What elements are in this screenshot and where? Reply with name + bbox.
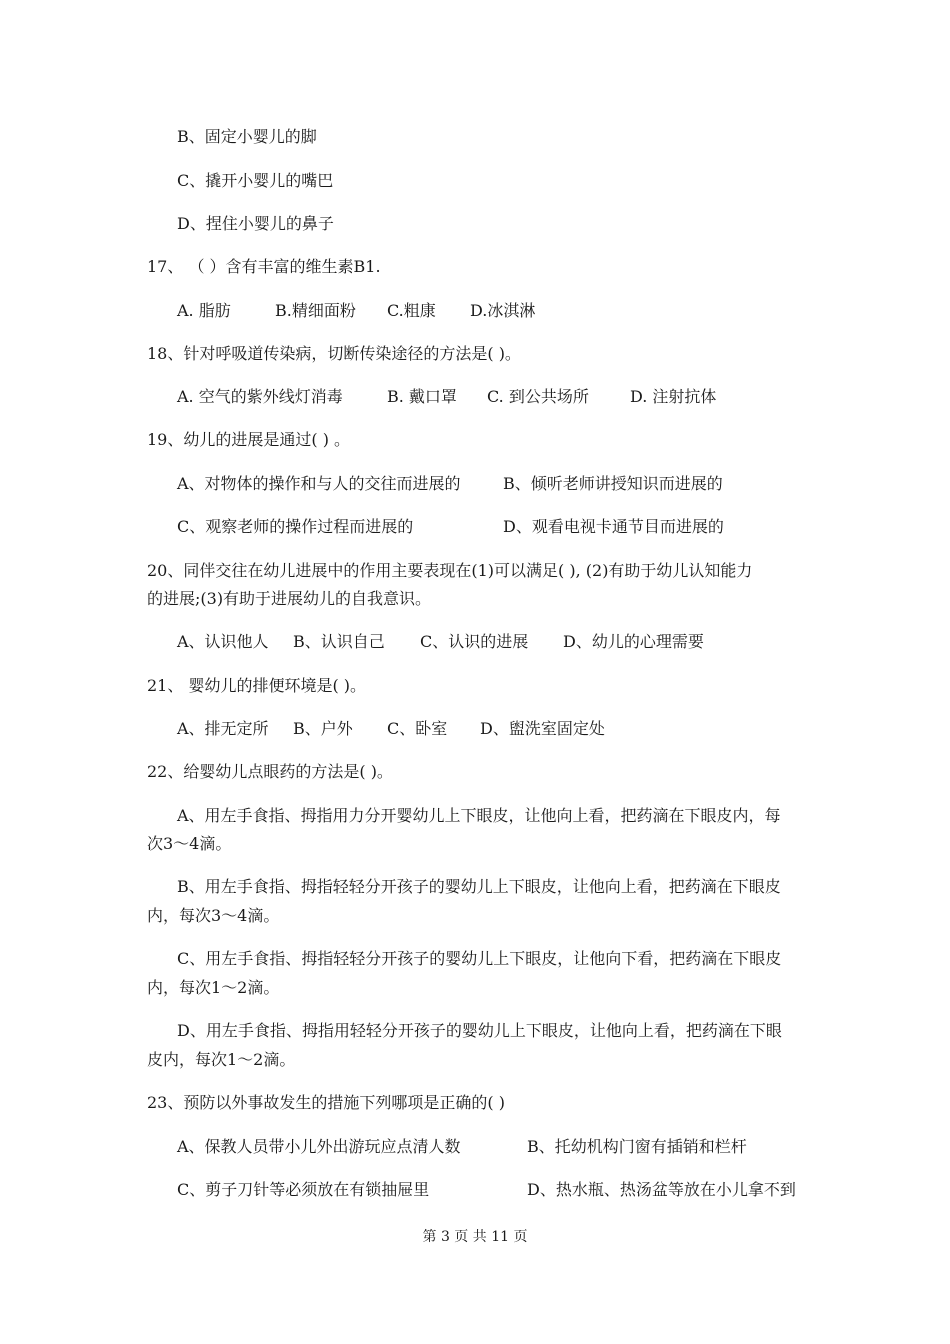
page-footer: 第 3 页 共 11 页 — [422, 1229, 528, 1245]
q19-option-b: B、倾听老师讲授知识而进展的 — [503, 474, 723, 493]
q18-option-a: A. 空气的紫外线灯消毒 — [177, 387, 343, 406]
q19-option-c: C、观察老师的操作过程而进展的 — [177, 517, 414, 536]
q21-option-d: D、盥洗室固定处 — [480, 719, 605, 738]
q22-option-a-line2: 次3～4滴。 — [147, 834, 232, 853]
q21-option-c: C、卧室 — [387, 719, 448, 738]
q16-option-b: B、固定小婴儿的脚 — [177, 127, 317, 146]
q16-option-d: D、捏住小婴儿的鼻子 — [177, 214, 334, 233]
q22-option-d-line1: D、用左手食指、拇指用轻轻分开孩子的婴幼儿上下眼皮，让他向上看，把药滴在下眼 — [177, 1021, 782, 1040]
q19-stem: 19、幼儿的进展是通过( ) 。 — [147, 430, 351, 449]
q20-option-b: B、认识自己 — [293, 632, 385, 651]
q17-option-c: C.粗康 — [387, 301, 436, 320]
q23-stem: 23、预防以外事故发生的措施下列哪项是正确的( ) — [147, 1093, 505, 1112]
q22-option-b-line1: B、用左手食指、拇指轻轻分开孩子的婴幼儿上下眼皮，让他向上看，把药滴在下眼皮 — [177, 877, 781, 896]
q17-stem: 17、 （ ）含有丰富的维生素B1. — [147, 257, 381, 276]
q22-option-d-line2: 皮内，每次1～2滴。 — [147, 1050, 296, 1069]
q21-stem: 21、 婴幼儿的排便环境是( )。 — [147, 676, 367, 695]
q19-option-d: D、观看电视卡通节目而进展的 — [503, 517, 724, 536]
q20-stem-line2: 的进展;(3)有助于进展幼儿的自我意识。 — [147, 589, 432, 608]
q20-option-a: A、认识他人 — [177, 632, 269, 651]
q22-option-c-line2: 内，每次1～2滴。 — [147, 978, 280, 997]
q21-option-a: A、排无定所 — [177, 719, 269, 738]
q23-option-c: C、剪子刀针等必须放在有锁抽屉里 — [177, 1180, 430, 1199]
q16-option-c: C、撬开小婴儿的嘴巴 — [177, 171, 334, 190]
q20-option-d: D、幼儿的心理需要 — [563, 632, 704, 651]
q23-option-d: D、热水瓶、热汤盆等放在小儿拿不到 — [527, 1180, 796, 1199]
q19-option-a: A、对物体的操作和与人的交往而进展的 — [177, 474, 461, 493]
q23-option-b: B、托幼机构门窗有插销和栏杆 — [527, 1137, 747, 1156]
q22-option-a-line1: A、用左手食指、拇指用力分开婴幼儿上下眼皮，让他向上看，把药滴在下眼皮内，每 — [177, 806, 781, 825]
q18-stem: 18、针对呼吸道传染病，切断传染途径的方法是( )。 — [147, 344, 521, 363]
q18-option-d: D. 注射抗体 — [630, 387, 717, 406]
q22-option-c-line1: C、用左手食指、拇指轻轻分开孩子的婴幼儿上下眼皮，让他向下看，把药滴在下眼皮 — [177, 949, 782, 968]
q18-option-c: C. 到公共场所 — [487, 387, 589, 406]
q20-option-c: C、认识的进展 — [420, 632, 529, 651]
q17-option-b: B.精细面粉 — [275, 301, 356, 320]
q17-option-d: D.冰淇淋 — [470, 301, 536, 320]
q20-stem-line1: 20、同伴交往在幼儿进展中的作用主要表现在(1)可以满足( ), (2)有助于幼儿认知能力 — [147, 561, 753, 580]
q22-stem: 22、给婴幼儿点眼药的方法是( )。 — [147, 762, 393, 781]
q17-option-a: A. 脂肪 — [177, 301, 231, 320]
q18-option-b: B. 戴口罩 — [387, 387, 457, 406]
q22-option-b-line2: 内，每次3～4滴。 — [147, 906, 280, 925]
q23-option-a: A、保教人员带小儿外出游玩应点清人数 — [177, 1137, 461, 1156]
q21-option-b: B、户外 — [293, 719, 353, 738]
